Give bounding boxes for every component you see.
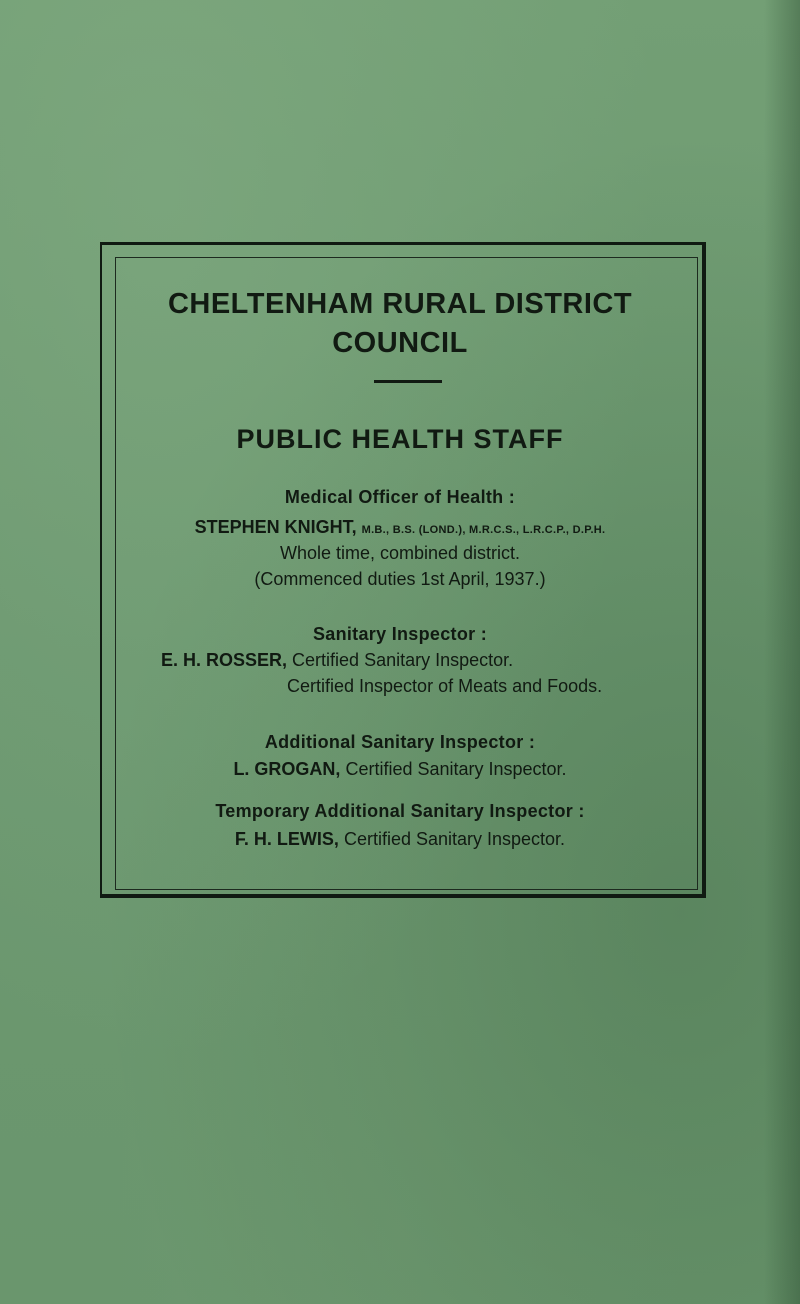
sanitary-inspector-heading: Sanitary Inspector : xyxy=(312,624,488,644)
council-title-line1: CHELTENHAM RURAL DISTRICT xyxy=(167,288,633,320)
title-divider xyxy=(374,380,442,383)
section-title: PUBLIC HEALTH STAFF xyxy=(236,424,564,454)
page-edge-shadow xyxy=(764,0,800,1304)
sanitary-inspector-certification: Certified Sanitary Inspector. xyxy=(292,650,514,670)
medical-officer-name: STEPHEN KNIGHT, xyxy=(194,517,357,537)
sanitary-inspector-line xyxy=(161,647,513,673)
sanitary-inspector-name: E. H. ROSSER, xyxy=(161,650,288,670)
additional-inspector-line xyxy=(0,756,800,782)
medical-officer-qualifications: M.B., B.S. (LOND.), M.R.C.S., L.R.C.P., D.P.H. xyxy=(361,524,606,536)
medical-officer-detail: Whole time, combined district. xyxy=(279,543,521,563)
temporary-inspector-line xyxy=(0,826,800,852)
sanitary-inspector-meats: Certified Inspector of Meats and Foods. xyxy=(287,676,603,696)
temporary-inspector-name: F. H. LEWIS, xyxy=(234,829,339,849)
additional-inspector-certification: Certified Sanitary Inspector. xyxy=(345,759,567,779)
medical-officer-name-line xyxy=(0,514,800,543)
temporary-inspector-certification: Certified Sanitary Inspector. xyxy=(343,829,566,849)
council-title-line2: COUNCIL xyxy=(332,327,468,359)
temporary-inspector-heading: Temporary Additional Sanitary Inspector : xyxy=(215,801,585,821)
additional-inspector-heading: Additional Sanitary Inspector : xyxy=(264,732,536,752)
medical-officer-heading: Medical Officer of Health : xyxy=(284,487,516,507)
additional-inspector-name: L. GROGAN, xyxy=(233,759,341,779)
medical-officer-commenced: (Commenced duties 1st April, 1937.) xyxy=(254,569,546,589)
